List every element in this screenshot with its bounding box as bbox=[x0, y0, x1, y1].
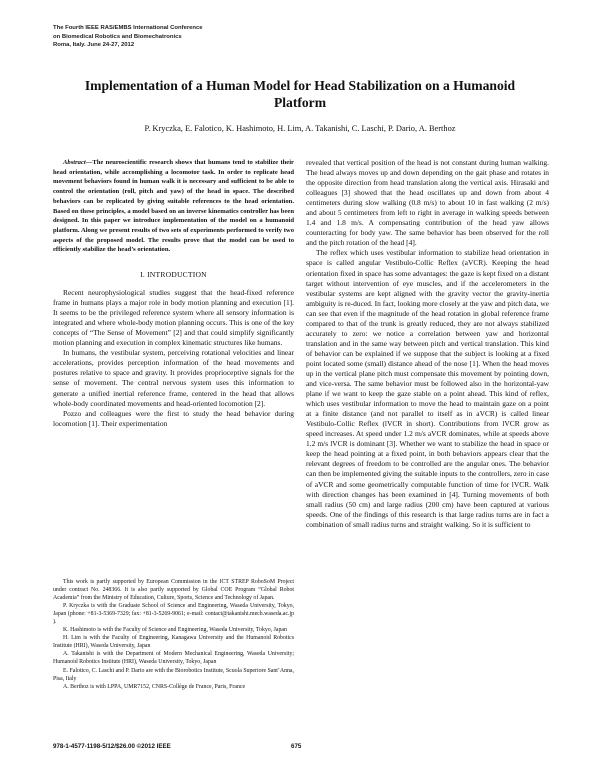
paper-title: Implementation of a Human Model for Head Stabilization on a Humanoid Platform bbox=[84, 78, 516, 110]
right-column bbox=[306, 158, 549, 530]
conference-header bbox=[53, 24, 313, 50]
abstract bbox=[53, 158, 294, 255]
footnotes bbox=[53, 578, 294, 691]
body-paragraph: revealed that vertical position of the head is not constant during human walking. The head always moves up and down depending on the gait phase and rotates in the opposite direction from head translation along the vertical axis. Hirasaki and colleagues [3] showed that the head oscillates up and down from about 4 centimeters during slow walking (0.8 m/s) to about 10 in fast walking (2 m/s) and about 5 centimeters from left to right in average in walking speeds between 1.4 and 1.8 m/s. A compensating contribution of the head yaw allows counteracting for body yaw. The same behavior has been observed for the roll and the pitch rotation of the head [4]. bbox=[306, 158, 549, 248]
footnote: K. Hashimoto is with the Faculty of Science and Engineering, Waseda University, Tokyo, Japan bbox=[63, 627, 287, 634]
footnote: P. Kryczka is with the Graduate School of Science and Engineering, Waseda University, Tokyo, Japan (phone: +81-3-5369-7329; fax: +81-3-5269-9061; e-mail: contact@takanishi.mech.waseda.ac.jp ). bbox=[53, 603, 294, 626]
author-list: P. Kryczka, E. Falotico, K. Hashimoto, H. Lim, A. Takanishi, C. Laschi, P. Dario, A. Berthoz bbox=[144, 124, 456, 133]
footnote: A. Berthoz is with LPPA, UMR7152, CNRS-Collège de France, Paris, France bbox=[63, 683, 246, 690]
footnote: This work is partly supported by European Commission in the ICT STREP RoboSoM Project under contract No. 248366. It is also partly supported by Global COE Program “Global Robot Academia” from the Ministry of Education, Culture, Sports, Science and Technology of Japan. bbox=[53, 579, 294, 602]
body-paragraph: The reflex which uses vestibular information to stabilize head orientation in space is called angular Vestibulo-Collic Reflex (aVCR). Keeping the head orientation fixed in space has some advantages: the gaze is kept fixed on a distant target without intervention of eye muscles, and if the accelerometers in the vestibular systems are kept aligned with the gravity vector the gravity-inertia ambiguity is re-duced. In fact, looking more closely at the yaw and pitch data, we can see that even if the magnitude of the head rotation in global reference frame compared to that of the trunk is greatly reduced, they are not always stabilized accurately to zero: we notice a correlation between yaw and horizontal translation and in the same way between pitch and vertical translation. This kind of behavior can be explained if we suppose that the subject is looking at a fixed point located some (small) distance ahead of the nose [1]. When the head moves up in the vertical plane pitch must compensate this movement by pointing down, and vice-versa. The same behavior must be followed also in the horizontal-yaw plane if we want to keep the gaze stable on a point ahead. This kind of reflex, which uses vestibular information to move the head to maintain gaze on a point at a finite distance (and not parallel to itself as in aVCR) is called linear Vestibulo-Collic Reflex (lVCR in short). Contributions from lVCR grow as speed increases. At speed under 1.2 m/s aVCR dominates, while at speeds above 1.2 m/s lVCR is dominant [3]. Whether we want to stabilize the head in space or keep the head pointing at a fixed point, in both behaviors appears clear that the relevant degrees of freedom to be controlled are the angular ones. The behavior can then be implemented giving the suitable inputs to the controllers, zero in case of aVCR and some geometrically computable function of time for lVCR. Walk with direction changes has been examined in [4]. Turning movements of both small radius (50 cm) and large radius (200 cm) have been captured at various speeds. One of the findings of this research is that large radius turns are in fact a combination of small radius turns and straight walking. So it is sufficient to bbox=[306, 248, 549, 529]
footnote: H. Lim is with the Faculty of Engineering, Kanagawa University and the Humanoid Robotics Institute (HRI), Waseda University, Japan bbox=[53, 635, 294, 650]
section-heading: I. INTRODUCTION bbox=[140, 270, 207, 280]
abstract-lead: Abstract bbox=[63, 159, 86, 166]
body-paragraph: Pozzo and colleagues were the first to study the head behavior during locomotion [1]. Their experimentation bbox=[53, 408, 294, 428]
footnote: E. Falotico, C. Laschi and P. Dario are with the Biorobotics Institute, Scuola Superiore Sant’Anna, Pisa, Italy bbox=[53, 667, 294, 682]
isbn-copyright: 978-1-4577-1198-5/12/$26.00 ©2012 IEEE bbox=[53, 743, 171, 750]
conference-line: Roma, Italy. June 24-27, 2012 bbox=[53, 42, 135, 49]
page-number: 675 bbox=[291, 743, 302, 750]
abstract-text: —The neuroscientific research shows that humans tend to stabilize their head orientation, while accomplishing a locomotor task. In order to replicate head movement behaviors found in human walk it is necessary and sufficient to be able to control the orientation (roll, pitch and yaw) of the head in space. The described behaviors can be replicated by giving suitable references to the head orientation. Based on these principles, a model based on an inverse kinematics controller has been designed. In this paper we introduce implementation of the model on a humanoid platform. Along we present results of two sets of experiments performed to verify two aspects of the proposed model. The results prove that the model can be used to efficiently stabilize the head’s orientation. bbox=[53, 159, 294, 254]
conference-line: on Biomedical Robotics and Biomechatronics bbox=[53, 33, 182, 40]
footnote: A. Takanishi is with the Department of Modern Mechanical Engineering, Waseda University; Humanoid Robotics Institute (HRI), Waseda University, Tokyo, Japan bbox=[53, 651, 294, 666]
conference-line: The Fourth IEEE RAS/EMBS International Conference bbox=[53, 25, 203, 31]
body-paragraph: In humans, the vestibular system, perceiving rotational velocities and linear accelerations, provides perception information of the head movements and postures relative to space and gravity. It provides proprioceptive signals for the sense of movement. The central nervous system uses this information to generate a unified inertial reference frame, centered in the head that allows whole-body coordinated movements and head-oriented locomotion [2]. bbox=[53, 348, 294, 408]
body-paragraph: Recent neurophysiological studies suggest that the head-fixed reference frame in humans plays a major role in body motion planning and execution [1]. It seems to be the privileged reference system where all sensory information is integrated and where whole-body motion planning occurs. This is one of the key concepts of “The Sense of Movement” [2] and that could simplify significantly motion planning and execution in complex kinematic structures like humans. bbox=[53, 288, 294, 348]
left-column bbox=[53, 158, 294, 429]
